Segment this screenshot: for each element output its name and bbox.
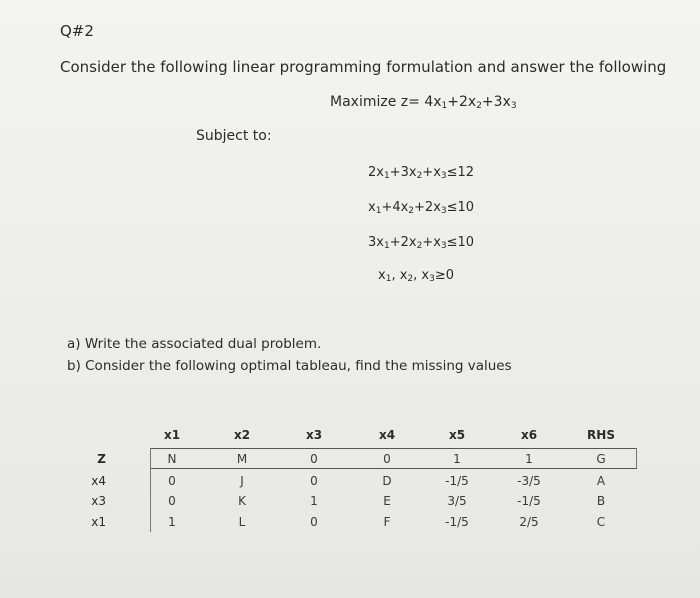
col-header-x2: x2 (233, 428, 251, 442)
constraint-1: $2x_1+3x_2+x_3\le 12$ (368, 165, 475, 181)
table-cell: 1 (168, 515, 176, 529)
part-a: a) Write the associated dual problem. (67, 336, 322, 352)
col-header-x6: x6 (520, 428, 538, 442)
row-label-x1: x1 (91, 515, 106, 529)
table-cell: K (238, 494, 246, 508)
col-header-rhs: RHS (587, 428, 615, 442)
question-number: Q#2 (60, 22, 94, 40)
table-cell: C (596, 515, 606, 529)
table-cell: G (596, 452, 606, 466)
table-cell: J (240, 474, 244, 488)
table-cell: 0 (310, 474, 318, 488)
table-cell: -1/5 (517, 494, 541, 508)
table-cell: -1/5 (445, 474, 469, 488)
table-cell: 1 (453, 452, 461, 466)
table-cell: A (596, 474, 606, 488)
table-cell: 1 (525, 452, 533, 466)
constraint-2: $x_1+4x_2+2x_3\le 10$ (368, 200, 475, 216)
row-label-z: Z (97, 452, 106, 466)
table-cell: B (596, 494, 606, 508)
table-cell: E (383, 494, 391, 508)
table-cell: L (238, 515, 246, 529)
part-b: b) Consider the following optimal tableau, find the missing values (67, 358, 512, 374)
table-cell: 0 (168, 494, 176, 508)
table-cell: 0 (310, 452, 318, 466)
col-header-x1: x1 (163, 428, 181, 442)
tableau-divider-1 (150, 448, 151, 532)
constraint-3: $3x_1+2x_2+x_3\le 10$ (368, 235, 475, 251)
table-cell: 0 (168, 474, 176, 488)
table-cell: 2/5 (519, 515, 539, 529)
table-cell: -3/5 (517, 474, 541, 488)
tableau-right-border (636, 448, 637, 468)
question-intro: Consider the following linear programming formulation and answer the following (60, 58, 667, 76)
col-header-x3: x3 (305, 428, 323, 442)
col-header-x5: x5 (448, 428, 466, 442)
table-cell: F (383, 515, 391, 529)
tableau-z-row-border (150, 468, 637, 469)
tableau-top-border (150, 448, 637, 449)
table-cell: 1 (310, 494, 318, 508)
table-cell: 0 (310, 515, 318, 529)
nonnegativity-constraint: $x_1$, $x_2$, $x_3\ge 0$ (378, 268, 455, 284)
table-cell: N (167, 452, 177, 466)
table-cell: 3/5 (447, 494, 467, 508)
col-header-x4: x4 (378, 428, 396, 442)
objective-function: Maximize $z= 4x_1+2x_2+3x_3$ (330, 94, 517, 111)
table-cell: D (382, 474, 392, 488)
table-cell: -1/5 (445, 515, 469, 529)
table-cell: 0 (383, 452, 391, 466)
row-label-x4: x4 (91, 474, 106, 488)
subject-to-label: Subject to: (196, 128, 272, 144)
table-cell: M (236, 452, 248, 466)
row-label-x3: x3 (91, 494, 106, 508)
